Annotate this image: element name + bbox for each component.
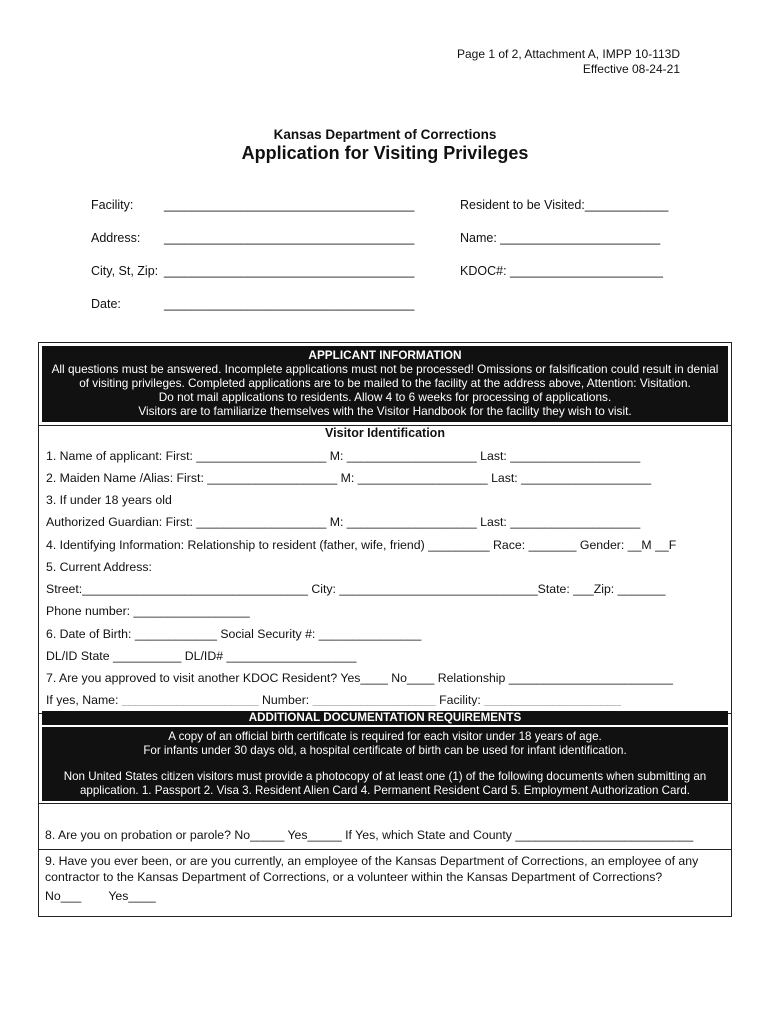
- address-field[interactable]: ____________________________________: [164, 231, 415, 245]
- q9-answer-fields[interactable]: No___ Yes____: [45, 889, 156, 903]
- form-title: Application for Visiting Privileges: [241, 143, 529, 163]
- visitor-identification-heading: Visitor Identification: [325, 426, 445, 440]
- resident-name-field[interactable]: Name: _______________________: [460, 231, 661, 245]
- applicant-info-band: [42, 346, 728, 422]
- applicant-info-line-1: All questions must be answered. Incomplete applications must not be processed! Omissions or falsification could result in denial: [51, 362, 719, 376]
- address-label: Address:: [91, 231, 141, 245]
- q5-current-address: 5. Current Address:: [46, 560, 152, 574]
- birth-certificate-line-2: For infants under 30 days old, a hospital certificate of birth can be used for infant identification.: [143, 744, 627, 757]
- q8-section: [38, 803, 732, 850]
- q6-date-of-birth-ssn[interactable]: 6. Date of Birth: ____________ Social Security #: _______________: [46, 627, 422, 641]
- date-field[interactable]: ____________________________________: [164, 297, 415, 311]
- header-page-info: Page 1 of 2, Attachment A, IMPP 10-113D: [456, 47, 680, 61]
- q4-identifying-information[interactable]: 4. Identifying Information: Relationship to resident (father, wife, friend) _________ Race: _______ Gender: __M __F: [46, 538, 677, 552]
- city-label: City, St, Zip:: [91, 264, 159, 278]
- q8-probation-parole[interactable]: 8. Are you on probation or parole? No_____ Yes_____ If Yes, which State and County __________________________: [45, 828, 694, 842]
- q7-approved-other-resident[interactable]: 7. Are you approved to visit another KDOC Resident? Yes____ No____ Relationship ________________________: [46, 671, 673, 685]
- birth-certificate-band: [42, 727, 728, 771]
- applicant-info-line-3: Do not mail applications to residents. Allow 4 to 6 weeks for processing of applications.: [158, 390, 612, 404]
- q6-dl-id[interactable]: DL/ID State __________ DL/ID# ___________________: [46, 649, 357, 663]
- facility-label: Facility:: [91, 198, 134, 212]
- q3-authorized-guardian[interactable]: Authorized Guardian: First: ___________________ M: ___________________ Last: ___________________: [46, 515, 641, 529]
- applicant-info-heading: APPLICANT INFORMATION: [308, 348, 462, 362]
- q9-section: [38, 849, 732, 917]
- applicant-info-line-4: Visitors are to familiarize themselves with the Visitor Handbook for the facility they wish to visit.: [138, 404, 632, 418]
- additional-documentation-section: [38, 711, 732, 804]
- q2-maiden-name[interactable]: 2. Maiden Name /Alias: First: ___________________ M: ___________________ Last: ___________________: [46, 471, 652, 485]
- date-label: Date:: [91, 297, 121, 311]
- q9-question-line-2: contractor to the Kansas Department of Corrections, or a volunteer within the Kansas Department of Corrections?: [45, 870, 663, 884]
- birth-certificate-line-1: A copy of an official birth certificate is required for each visitor under 18 years of age.: [168, 730, 602, 743]
- q3-under-18: 3. If under 18 years old: [46, 493, 172, 507]
- q1-name-of-applicant[interactable]: 1. Name of applicant: First: ___________________ M: ___________________ Last: ___________________: [46, 449, 641, 463]
- resident-field[interactable]: Resident to be Visited:____________: [460, 198, 669, 212]
- q9-question-line-1: 9. Have you ever been, or are you currently, an employee of the Kansas Department of Corrections, an employee of any: [45, 854, 699, 868]
- kdoc-number-field[interactable]: KDOC#: ______________________: [460, 264, 663, 278]
- noncitizen-line-2: application. 1. Passport 2. Visa 3. Resident Alien Card 4. Permanent Resident Card 5. Employment Authorization Card.: [79, 784, 691, 797]
- q5-phone-number[interactable]: Phone number: _________________: [46, 604, 250, 618]
- q5-street-city-state-zip[interactable]: Street:_________________________________ City: _____________________________State: ___Zip: _______: [46, 582, 666, 596]
- noncitizen-line-1: Non United States citizen visitors must provide a photocopy of at least one (1) of the following documents when submitting an: [63, 770, 707, 783]
- applicant-info-line-2: of visiting privileges. Completed applications are to be mailed to the facility at the address above, Attention: Visitation.: [79, 376, 691, 390]
- additional-docs-heading: ADDITIONAL DOCUMENTATION REQUIREMENTS: [42, 711, 728, 725]
- noncitizen-band: [42, 769, 728, 801]
- agency-title: Kansas Department of Corrections: [273, 127, 497, 142]
- q7-if-yes-details[interactable]: If yes, Name: ____________________ Number: __________________ Facility: ____________________: [46, 693, 622, 706]
- header-effective-date: Effective 08-24-21: [582, 62, 680, 76]
- city-field[interactable]: ____________________________________: [164, 264, 415, 278]
- facility-field[interactable]: ____________________________________: [164, 198, 415, 212]
